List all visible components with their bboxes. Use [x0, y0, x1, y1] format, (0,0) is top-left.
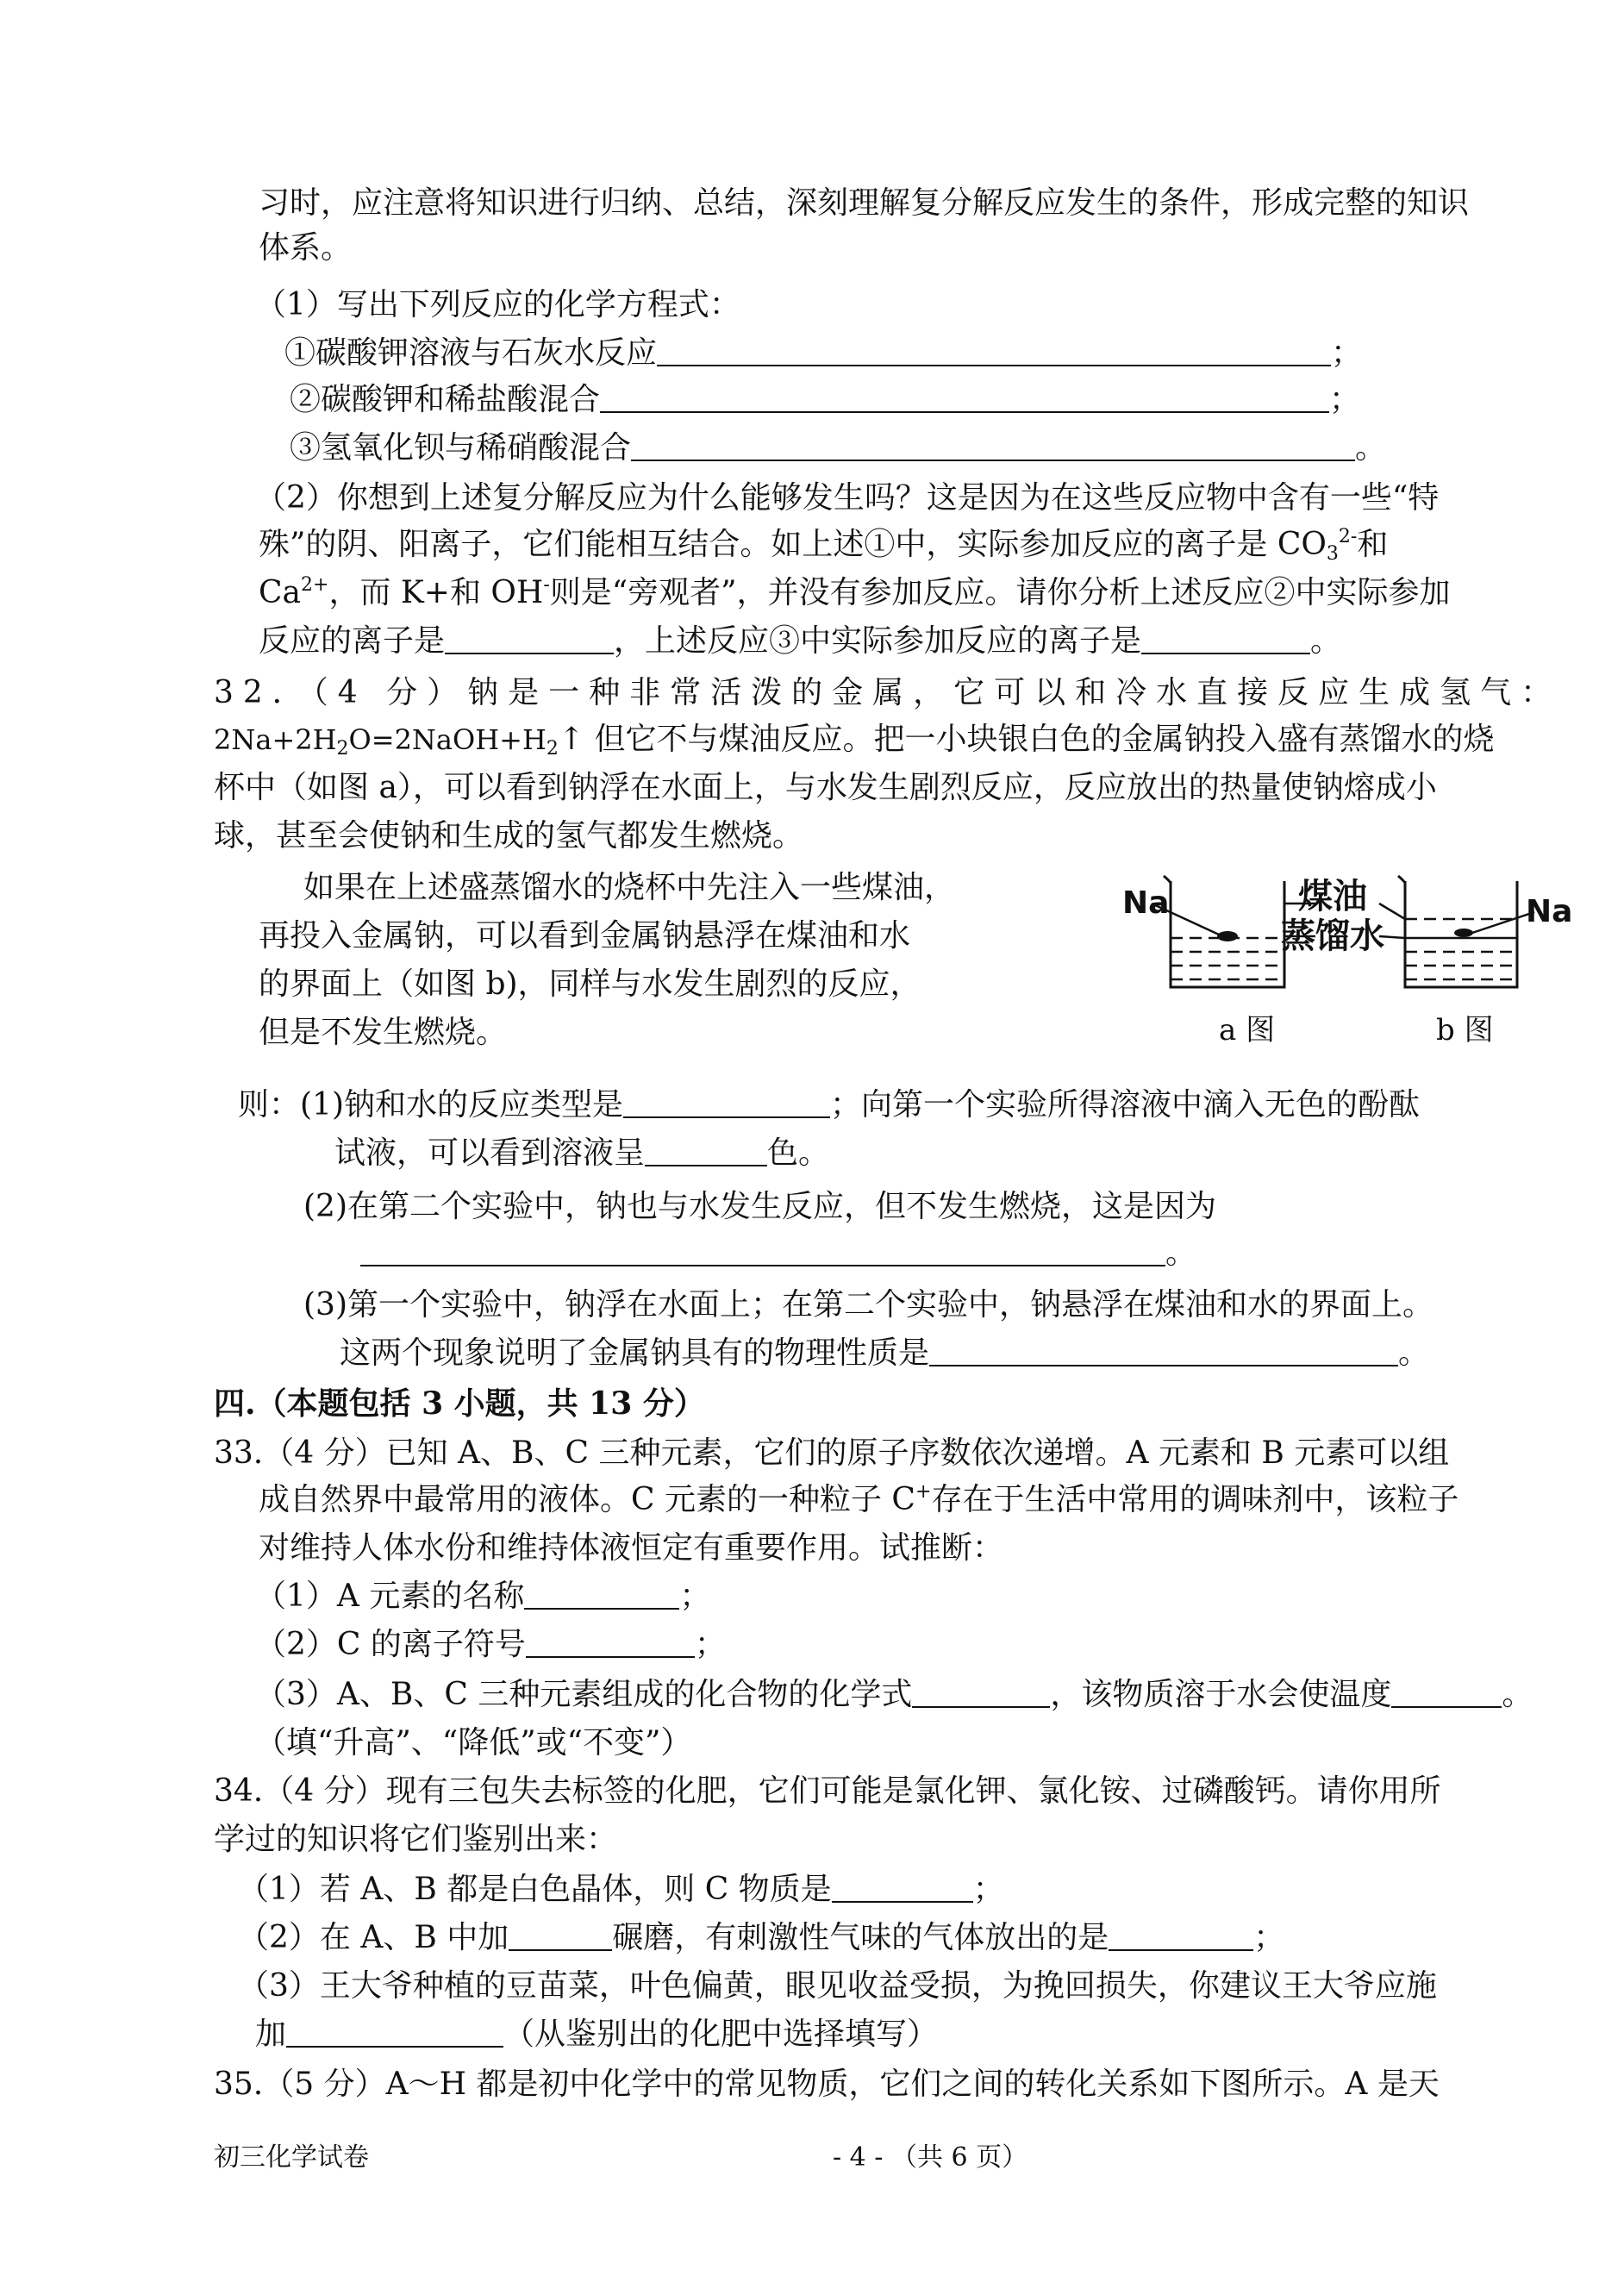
q34-item-3-line-1: （3）王大爷种植的豆苗菜，叶色偏黄，眼见收益受损，为挽回损失，你建议王大爷应施 [238, 1968, 1437, 2004]
answer-blank[interactable] [929, 1339, 1398, 1366]
subscript: 2 [546, 738, 559, 760]
intro-line-1: 习时，应注意将知识进行归纳、总结，深刻理解复分解反应发生的条件，形成完整的知识 [259, 185, 1470, 221]
q31-part2-line-2 [259, 526, 1389, 565]
text: 存在于生活中常用的调味剂中，该粒子 [931, 1482, 1459, 1517]
beaker-b [1379, 876, 1534, 987]
q32-sub2-answer-line [360, 1235, 1197, 1271]
superscript: - [543, 574, 550, 596]
figure-label-na-b: Na [1526, 894, 1573, 929]
footer-page-number: - 4 - （共 6 页） [833, 2142, 1028, 2173]
text: ，上述反应③中实际参加反应的离子是 [614, 623, 1142, 659]
text: ，而 K+和 OH [328, 575, 544, 610]
answer-blank[interactable] [286, 2020, 503, 2048]
q33-line-2 [259, 1481, 1459, 1517]
q32-line-1: 32．（4 分）钠是一种非常活泼的金属，它可以和冷水直接反应生成氢气： [214, 675, 1562, 710]
q33-item-3 [255, 1679, 1533, 1710]
q35-line-1: 35.（5 分）A～H 都是初中化学中的常见物质，它们之间的转化关系如下图所示。A 是天 [214, 2067, 1440, 2102]
figure-caption-a: a 图 [1219, 1013, 1276, 1047]
q31-part2-line-1: （2）你想到上述复分解反应为什么能够发生吗？这是因为在这些反应物中含有一些“特 [255, 480, 1440, 516]
text: 加 [255, 2017, 287, 2052]
q31-item-2 [290, 382, 1361, 417]
q32-sub2: (2)在第二个实验中，钠也与水发生反应，但不发生燃烧，这是因为 [303, 1189, 1216, 1224]
footer-exam-title: 初三化学试卷 [214, 2142, 369, 2173]
answer-blank[interactable] [657, 339, 1331, 366]
section-4-heading: 四.（本题包括 3 小题，共 13 分） [214, 1385, 705, 1422]
superscript: + [915, 1481, 932, 1503]
punct: 。 [1502, 1677, 1533, 1712]
answer-blank[interactable] [600, 385, 1329, 413]
q34-item-1 [238, 1874, 1004, 1905]
q31-part2-line-4 [259, 623, 1342, 659]
answer-blank[interactable] [832, 1875, 973, 1903]
q32-line-4: 球，甚至会使钠和生成的氢气都发生燃烧。 [214, 818, 804, 854]
sodium-piece-a [1217, 931, 1238, 941]
text: ；向第一个实验所得溶液中滴入无色的酚酞 [830, 1087, 1421, 1122]
superscript: 2- [1338, 526, 1358, 547]
q32-sub1-line-1 [238, 1087, 1421, 1122]
answer-blank[interactable] [524, 1582, 679, 1610]
figure-label-na-a: Na [1122, 885, 1170, 921]
figure-label-kerosene: 煤油 [1298, 877, 1367, 916]
answer-blank[interactable] [1391, 1680, 1502, 1708]
answer-blank[interactable] [509, 1923, 612, 1951]
q31-item-3-text: ③氢氧化钡与稀硝酸混合 [290, 430, 632, 466]
text: （2）在 A、B 中加 [238, 1920, 509, 1955]
answer-blank[interactable] [645, 1139, 767, 1166]
answer-blank[interactable] [526, 1630, 695, 1658]
q31-item-3 [290, 430, 1387, 466]
punct: ； [679, 1579, 711, 1614]
text: 。 [1310, 623, 1342, 659]
answer-blank[interactable] [1109, 1923, 1253, 1951]
answer-blank[interactable] [1141, 627, 1310, 654]
text: Ca [259, 575, 302, 610]
intro-line-2: 体系。 [259, 230, 353, 266]
text: （1）若 A、B 都是白色晶体，则 C 物质是 [238, 1872, 832, 1907]
q31-item-1-text: ①碳酸钾溶液与石灰水反应 [284, 335, 658, 371]
figure-label-distilled-water: 蒸馏水 [1281, 916, 1384, 956]
punct: ； [972, 1872, 1004, 1907]
text: 反应的离子是 [259, 623, 446, 659]
q32-para2-line-4: 但是不发生燃烧。 [259, 1015, 508, 1050]
q32-sub3-line-2 [340, 1335, 1430, 1371]
punct: ； [1329, 382, 1361, 417]
q32-line-3: 杯中（如图 a），可以看到钠浮在水面上，与水发生剧烈反应，反应放出的热量使钠熔成小 [214, 770, 1437, 805]
punct: 。 [1165, 1235, 1197, 1271]
subscript: 2 [336, 738, 349, 760]
text: 这两个现象说明了金属钠具有的物理性质是 [340, 1335, 930, 1371]
text: 成自然界中最常用的液体。C 元素的一种粒子 C [259, 1482, 915, 1517]
subscript: 3 [1326, 543, 1339, 565]
q32-para2-line-3: 的界面上（如图 b)，同样与水发生剧烈的反应， [259, 966, 921, 1002]
punct: 。 [1398, 1335, 1430, 1371]
q32-para2-line-2: 再投入金属钠，可以看到金属钠悬浮在煤油和水 [259, 918, 911, 954]
q31-part2-line-3 [259, 574, 1451, 610]
q32-para2-line-1: 如果在上述盛蒸馏水的烧杯中先注入一些煤油， [303, 870, 956, 905]
q32-equation-line [214, 722, 1495, 760]
q31-item-1 [284, 335, 1363, 371]
equation-part: 2Na+2H [214, 723, 337, 756]
text: 和 [1357, 527, 1389, 562]
equation-part: O=2NaOH+H [348, 723, 547, 756]
q34-item-2 [238, 1920, 1285, 1955]
sodium-piece-b [1454, 929, 1473, 937]
text: （2）C 的离子符号 [255, 1627, 526, 1662]
answer-blank[interactable] [360, 1239, 1165, 1266]
figure-caption-b: b 图 [1436, 1013, 1494, 1047]
text: （3）A、B、C 三种元素组成的化合物的化学式 [255, 1677, 913, 1712]
text: 试液，可以看到溶液呈 [334, 1135, 646, 1171]
punct: ； [694, 1627, 726, 1662]
q34-line-1: 34.（4 分）现有三包失去标签的化肥，它们可能是氯化钾、氯化铵、过磷酸钙。请你用所 [214, 1773, 1441, 1809]
text: 则是“旁观者”，并没有参加反应。请你分析上述反应②中实际参加 [549, 575, 1451, 610]
q32-sub1-line-2 [334, 1135, 830, 1171]
answer-blank[interactable] [912, 1680, 1050, 1708]
q33-item-2 [255, 1629, 726, 1660]
q31-item-2-text: ②碳酸钾和稀盐酸混合 [290, 382, 601, 417]
superscript: 2+ [301, 574, 329, 596]
text: （1）A 元素的名称 [255, 1579, 525, 1614]
text: 殊”的阴、阳离子，它们能相互结合。如上述①中，实际参加反应的离子是 CO [259, 527, 1327, 562]
answer-blank[interactable] [445, 627, 614, 654]
text: ↑ 但它不与煤油反应。把一小块银白色的金属钠投入盛有蒸馏水的烧 [558, 722, 1495, 757]
q33-line-3: 对维持人体水份和维持体液恒定有重要作用。试推断： [259, 1530, 1004, 1566]
punct: ； [1253, 1920, 1285, 1955]
q33-item-3-note: （填“升高”、“降低”或“不变”） [255, 1725, 692, 1760]
text: 碾磨，有刺激性气味的气体放出的是 [612, 1920, 1109, 1955]
answer-blank[interactable] [631, 434, 1355, 461]
q32-sub3-line-1: (3)第一个实验中，钠浮在水面上；在第二个实验中，钠悬浮在煤油和水的界面上。 [303, 1287, 1433, 1323]
q33-item-1 [255, 1581, 710, 1612]
text: 色。 [767, 1135, 830, 1171]
q34-item-3-line-2 [255, 2019, 938, 2050]
text: （从鉴别出的化肥中选择填写） [503, 2017, 939, 2052]
punct: ； [1331, 335, 1363, 371]
text: ，该物质溶于水会使温度 [1050, 1677, 1392, 1712]
q33-line-1: 33.（4 分）已知 A、B、C 三种元素，它们的原子序数依次递增。A 元素和 B 元素可以组 [214, 1435, 1450, 1471]
answer-blank[interactable] [623, 1091, 830, 1118]
q34-line-2: 学过的知识将它们鉴别出来： [214, 1822, 618, 1857]
punct: 。 [1355, 430, 1387, 466]
text: 则：(1)钠和水的反应类型是 [238, 1087, 623, 1122]
q31-part1-label: （1）写出下列反应的化学方程式： [255, 287, 740, 322]
